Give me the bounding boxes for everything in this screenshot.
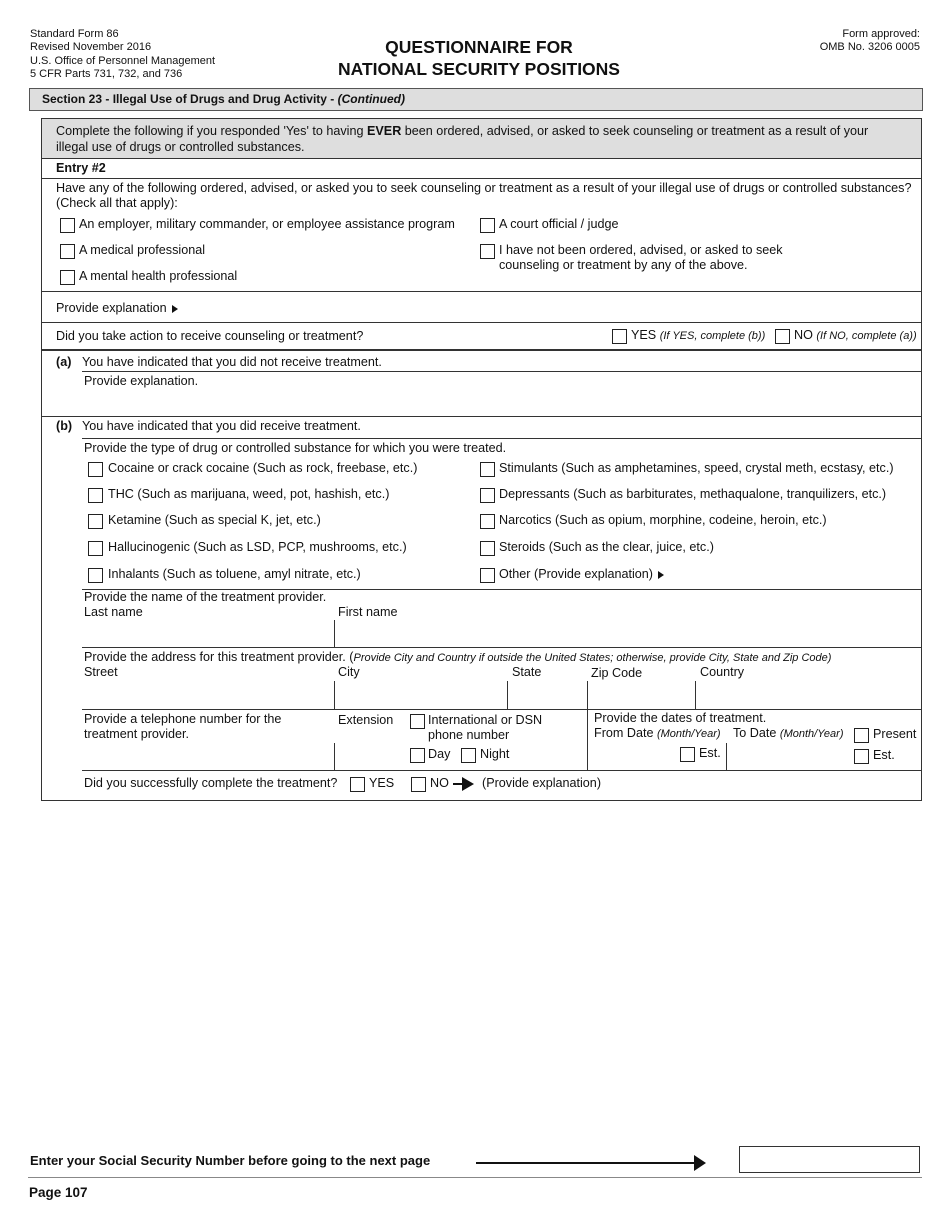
instruction-line-2: illegal use of drugs or controlled substances. (56, 140, 305, 154)
divider (42, 416, 921, 417)
action-no-checkbox[interactable] (775, 329, 790, 344)
present-label: Present (873, 727, 917, 741)
complete-yes-label: YES (369, 776, 395, 790)
divider (587, 710, 588, 770)
phone-prompt-1: Provide a telephone number for the (84, 712, 282, 726)
complete-question: Did you successfully complete the treatment? (84, 776, 338, 790)
narcotics-label: Narcotics (Such as opium, morphine, codeine, heroin, etc.) (499, 513, 827, 527)
stimulants-checkbox[interactable] (480, 462, 495, 477)
depressants-label: Depressants (Such as barbiturates, methaqualone, tranquilizers, etc.) (499, 487, 887, 501)
mental-label: A mental health professional (79, 269, 238, 283)
instruction-emphasis: EVER (367, 124, 402, 138)
inhalants-label: Inhalants (Such as toluene, amyl nitrate, etc.) (108, 567, 361, 581)
state-field[interactable] (509, 682, 585, 708)
from-date-label: From Date (Month/Year) (594, 726, 721, 740)
hallucinogenic-label: Hallucinogenic (Such as LSD, PCP, mushrooms, etc.) (108, 540, 407, 554)
provider-name-prompt: Provide the name of the treatment provider. (84, 590, 327, 604)
instruction-line-1: Complete the following if you responded 'Yes' to having EVER been ordered, advised, or asked to seek counseling or treatment as a result of your (56, 124, 869, 138)
city-field[interactable] (336, 682, 505, 708)
state-label: State (512, 665, 542, 679)
employer-checkbox[interactable] (60, 218, 75, 233)
action-yes-checkbox[interactable] (612, 329, 627, 344)
dates-prompt: Provide the dates of treatment. (594, 711, 767, 725)
to-date-est-label: Est. (873, 748, 895, 762)
ordered-question-note: (Check all that apply): (56, 196, 178, 210)
phone-field[interactable] (84, 744, 332, 769)
not-ordered-checkbox[interactable] (480, 244, 495, 259)
steroids-label: Steroids (Such as the clear, juice, etc.) (499, 540, 714, 554)
part-a-marker: (a) (56, 355, 72, 369)
not-ordered-label-1: I have not been ordered, advised, or asked to seek (499, 243, 783, 257)
divider (42, 322, 921, 323)
night-label: Night (480, 747, 510, 761)
other-drug-label[interactable]: Other (Provide explanation) (499, 567, 664, 583)
divider (42, 178, 921, 179)
night-checkbox[interactable] (461, 748, 476, 763)
form-cfr: 5 CFR Parts 731, 732, and 736 (30, 68, 183, 81)
extension-field[interactable] (336, 744, 408, 769)
form-approval (820, 28, 920, 55)
day-label: Day (428, 747, 451, 761)
arrow-right-icon (462, 777, 474, 791)
narcotics-checkbox[interactable] (480, 514, 495, 529)
employer-label: An employer, military commander, or employee assistance program (79, 217, 455, 231)
address-prompt: Provide the address for this treatment provider. (Provide City and Country if outside the United States; otherwise, provide City, State and Zip Code) (84, 650, 832, 664)
part-b-text: You have indicated that you did receive treatment. (82, 419, 361, 433)
phone-prompt-2: treatment provider. (84, 727, 189, 741)
form-title (0, 36, 950, 80)
approval-line-1: Form approved: (842, 28, 920, 40)
divider (82, 647, 921, 648)
day-checkbox[interactable] (410, 748, 425, 763)
divider (507, 681, 508, 709)
divider (82, 371, 921, 372)
ssn-field[interactable] (739, 1146, 920, 1173)
entry-form (41, 118, 922, 801)
court-label: A court official / judge (499, 217, 619, 231)
international-label-1: International or DSN (428, 713, 543, 727)
divider (28, 1177, 922, 1178)
complete-no-label: NO (430, 776, 449, 790)
arrow-right-icon (476, 1162, 698, 1164)
divider (82, 709, 921, 710)
divider (82, 770, 921, 771)
ketamine-label: Ketamine (Such as special K, jet, etc.) (108, 513, 321, 527)
zip-code-label: Zip Code (591, 666, 643, 680)
country-field[interactable] (697, 682, 920, 708)
zip-code-field[interactable] (589, 682, 693, 708)
other-drug-checkbox[interactable] (480, 568, 495, 583)
ssn-prompt: Enter your Social Security Number before going to the next page (30, 1153, 431, 1168)
drug-type-prompt: Provide the type of drug or controlled substance for which you were treated. (84, 441, 507, 455)
action-no-label: NO (If NO, complete (a)) (794, 328, 917, 342)
provide-explanation-link[interactable]: Provide explanation (56, 301, 178, 317)
section-continued: (Continued) (337, 92, 405, 106)
divider (82, 438, 921, 439)
ordered-question: Have any of the following ordered, advised, or asked you to seek counseling or treatment as a result of your illegal use of drugs or controlled substances? (56, 181, 912, 195)
inhalants-checkbox[interactable] (88, 568, 103, 583)
title-line-1: QUESTIONNAIRE FOR (385, 37, 573, 57)
depressants-checkbox[interactable] (480, 488, 495, 503)
divider (334, 620, 335, 647)
divider (726, 743, 727, 770)
entry-label: Entry #2 (56, 161, 106, 175)
divider (42, 349, 921, 351)
divider (587, 681, 588, 709)
thc-checkbox[interactable] (88, 488, 103, 503)
part-a-explain-label: Provide explanation. (84, 374, 199, 388)
cocaine-label: Cocaine or crack cocaine (Such as rock, freebase, etc.) (108, 461, 418, 475)
thc-label: THC (Such as marijuana, weed, pot, hashish, etc.) (108, 487, 390, 501)
to-date-label: To Date (Month/Year) (733, 726, 844, 740)
form-revision: Revised November 2016 (30, 41, 152, 54)
title-line-2: NATIONAL SECURITY POSITIONS (338, 59, 620, 79)
first-name-label: First name (338, 605, 398, 619)
triangle-right-icon (172, 305, 178, 313)
instruction-band (42, 119, 921, 159)
last-name-field[interactable] (84, 621, 332, 646)
last-name-label: Last name (84, 605, 143, 619)
divider (695, 681, 696, 709)
from-date-est-label: Est. (699, 746, 721, 760)
complete-explanation-label: (Provide explanation) (482, 776, 602, 790)
first-name-field[interactable] (336, 621, 920, 646)
medical-label: A medical professional (79, 243, 206, 257)
section-header (29, 88, 923, 111)
mental-checkbox[interactable] (60, 270, 75, 285)
approval-line-2: OMB No. 3206 0005 (819, 41, 920, 54)
action-question: Did you take action to receive counseling or treatment? (56, 329, 364, 343)
part-b-marker: (b) (56, 419, 73, 433)
from-date-field[interactable] (594, 743, 678, 769)
city-label: City (338, 665, 360, 679)
page-number: Page 107 (29, 1185, 88, 1200)
divider (334, 743, 335, 770)
part-a-text: You have indicated that you did not receive treatment. (82, 355, 382, 369)
medical-checkbox[interactable] (60, 244, 75, 259)
form-agency: U.S. Office of Personnel Management (30, 54, 216, 67)
stimulants-label: Stimulants (Such as amphetamines, speed, crystal meth, ecstasy, etc.) (499, 461, 894, 475)
not-ordered-label-2: counseling or treatment by any of the above. (499, 258, 748, 272)
triangle-right-icon (658, 571, 664, 579)
hallucinogenic-checkbox[interactable] (88, 541, 103, 556)
divider (334, 681, 335, 709)
street-label: Street (84, 665, 118, 679)
arrow-right-icon (694, 1155, 706, 1171)
to-date-field[interactable] (730, 743, 850, 769)
complete-yes-checkbox[interactable] (350, 777, 365, 792)
complete-no-checkbox[interactable] (411, 777, 426, 792)
divider (42, 291, 921, 292)
extension-label: Extension (338, 713, 394, 727)
from-date-est-checkbox[interactable] (680, 747, 695, 762)
section-title: Section 23 - Illegal Use of Drugs and Drug Activity - (42, 92, 338, 106)
form-number: Standard Form 86 (30, 28, 119, 40)
street-field[interactable] (84, 682, 332, 708)
court-checkbox[interactable] (480, 218, 495, 233)
action-yes-label: YES (If YES, complete (b)) (631, 328, 766, 342)
cocaine-checkbox[interactable] (88, 462, 103, 477)
steroids-checkbox[interactable] (480, 541, 495, 556)
ketamine-checkbox[interactable] (88, 514, 103, 529)
country-label: Country (700, 665, 745, 679)
to-date-est-checkbox[interactable] (854, 749, 869, 764)
international-checkbox[interactable] (410, 714, 425, 729)
present-checkbox[interactable] (854, 728, 869, 743)
international-label-2: phone number (428, 728, 510, 742)
